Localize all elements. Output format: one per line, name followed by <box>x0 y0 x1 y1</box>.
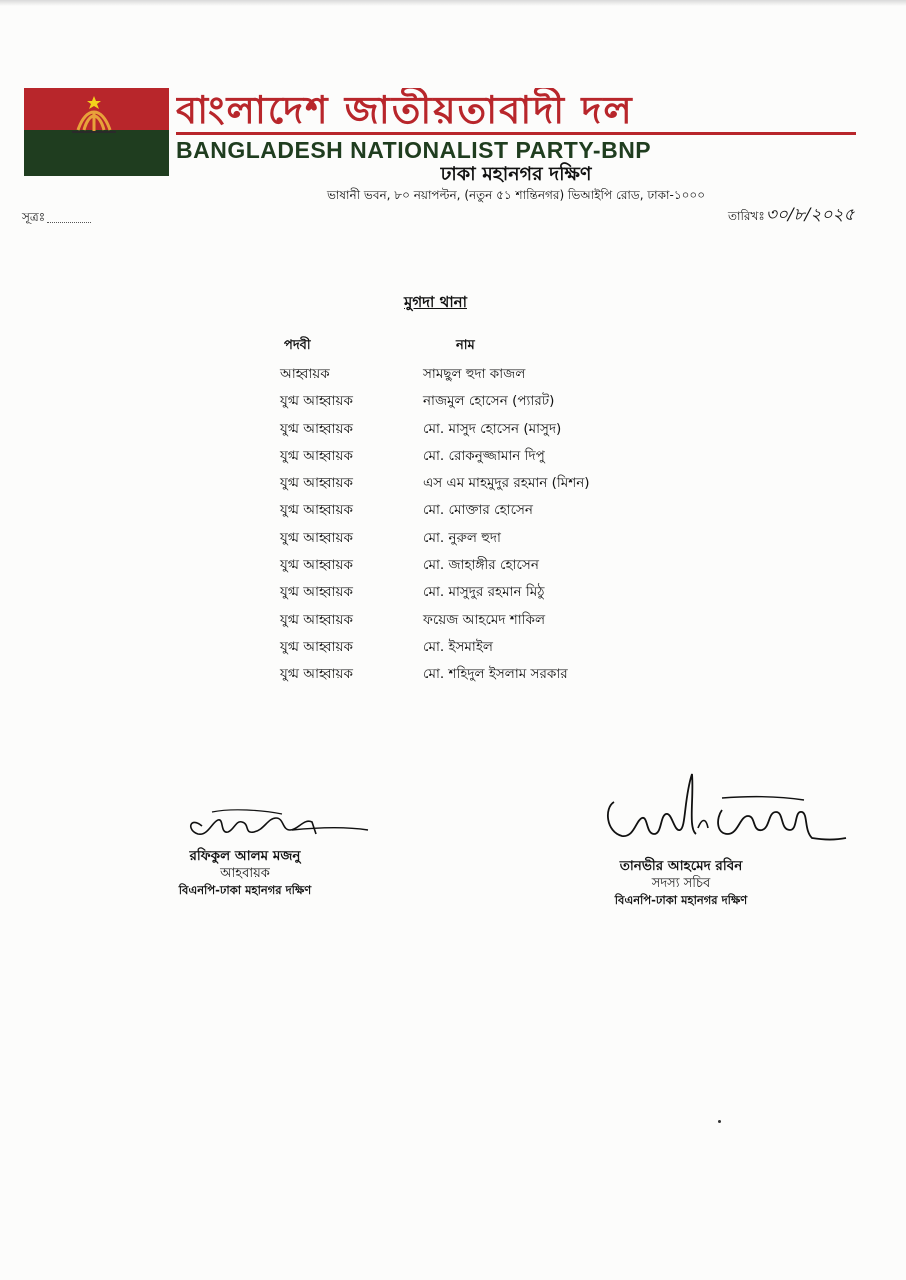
convener-signature <box>172 800 372 848</box>
list-item <box>0 498 906 525</box>
member-post: যুগ্ম আহ্বায়ক <box>280 584 353 601</box>
member-name: মো. ইসমাইল <box>423 638 493 655</box>
list-item <box>0 444 906 471</box>
page-edge-shadow <box>0 0 906 6</box>
date-handwritten-value: ৩০/৮/২০২৫ <box>765 205 855 225</box>
list-item <box>0 526 906 553</box>
list-item <box>0 417 906 444</box>
signer-title: আহবায়ক <box>220 866 270 881</box>
paper-speck <box>718 1120 721 1123</box>
list-item <box>0 471 906 498</box>
party-title-english: BANGLADESH NATIONALIST PARTY-BNP <box>176 137 652 163</box>
member-name: মো. রোকনুজ্জামান দিপু <box>423 447 545 464</box>
member-post: যুগ্ম আহ্বায়ক <box>280 638 353 655</box>
column-header-post: পদবী <box>284 338 311 353</box>
list-item <box>0 608 906 635</box>
member-post: যুগ্ম আহ্বায়ক <box>280 502 353 519</box>
unit-subtitle: ঢাকা মহানগর দক্ষিণ <box>440 163 592 185</box>
list-item <box>0 362 906 389</box>
member-post: আহ্বায়ক <box>280 366 330 382</box>
member-name: নাজমুল হোসেন (প্যারট) <box>423 393 555 410</box>
signer-organization: বিএনপি-ঢাকা মহানগর দক্ষিণ <box>614 893 748 907</box>
member-post: যুগ্ম আহ্বায়ক <box>280 529 353 546</box>
committee-list <box>0 362 906 690</box>
reference-blank-line <box>47 222 91 223</box>
thana-heading: মুগদা থানা <box>404 293 467 311</box>
signer-title: সদস্য সচিব <box>651 876 711 891</box>
date-label: তারিখঃ <box>728 209 765 223</box>
list-item <box>0 389 906 416</box>
signer-name: রফিকুল আলম মজনু <box>189 848 301 864</box>
list-item <box>0 635 906 662</box>
member-name: ফয়েজ আহমেদ শাকিল <box>423 611 546 628</box>
member-post: যুগ্ম আহ্বায়ক <box>280 666 353 683</box>
office-address: ভাষানী ভবন, ৮০ নয়াপল্টন, (নতুন ৫১ শান্তিনগর) ভিআইপি রোড, ঢাকা-১০০০ <box>326 188 706 202</box>
member-name: মো. মোক্তার হোসেন <box>423 502 533 519</box>
party-flag-logo <box>24 88 169 176</box>
member-name: মো. মাসুদ হোসেন (মাসুদ) <box>423 420 562 437</box>
flag-green-band <box>24 130 169 176</box>
member-name: মো. মাসুদুর রহমান মিঠু <box>423 584 545 601</box>
member-secretary-signature-block <box>586 858 776 909</box>
member-post: যুগ্ম আহ্বায়ক <box>280 611 353 628</box>
member-name: মো. শহিদুল ইসলাম সরকার <box>423 666 568 683</box>
paddy-sheaf-icon <box>64 94 124 134</box>
member-post: যুগ্ম আহ্বায়ক <box>280 447 353 464</box>
member-name: এস এম মাহমুদুর রহমান (মিশন) <box>423 475 590 492</box>
member-secretary-signature <box>598 768 848 848</box>
convener-signature-block <box>150 848 340 899</box>
signer-name: তানভীর আহমেদ রবিন <box>619 858 743 874</box>
party-title-bengali: বাংলাদেশ জাতীয়তাবাদী দল <box>176 88 634 132</box>
list-item <box>0 580 906 607</box>
reference-field <box>22 208 91 226</box>
member-name: সামছুল হুদা কাজল <box>423 366 526 382</box>
list-item <box>0 553 906 580</box>
date-field <box>728 204 855 226</box>
reference-label: সূত্রঃ <box>22 210 46 224</box>
list-item <box>0 662 906 689</box>
member-name: মো. নুরুল হুদা <box>423 529 501 546</box>
member-name: মো. জাহাঙ্গীর হোসেন <box>423 557 539 574</box>
signer-organization: বিএনপি-ঢাকা মহানগর দক্ষিণ <box>178 883 312 897</box>
title-underline <box>176 132 856 135</box>
member-post: যুগ্ম আহ্বায়ক <box>280 475 353 492</box>
column-header-name: নাম <box>456 338 475 353</box>
member-post: যুগ্ম আহ্বায়ক <box>280 420 353 437</box>
member-post: যুগ্ম আহ্বায়ক <box>280 557 353 574</box>
member-post: যুগ্ম আহ্বায়ক <box>280 393 353 410</box>
